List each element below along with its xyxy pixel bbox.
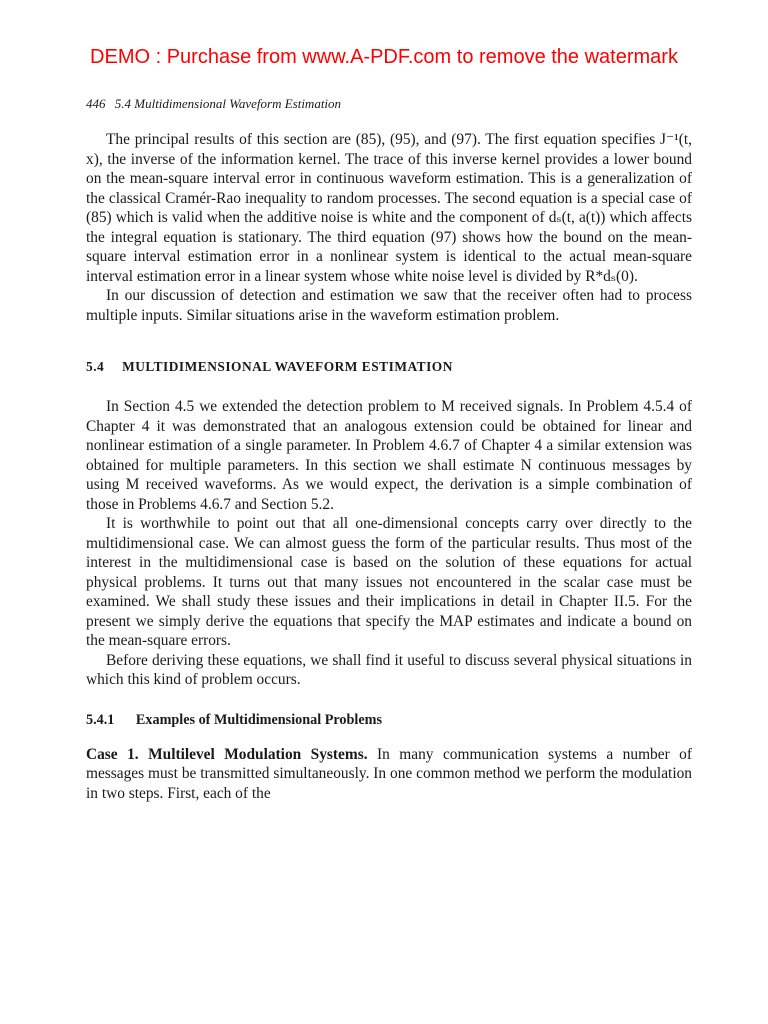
intro-paragraph: The principal results of this section are (85), (95), and (97). The first equation specifies J⁻¹(t, x), the inverse of the information kernel. The trace of this inverse kernel provides a lower bound on the mean-square interval error in continuous waveform estimation. This is a generalization of the classical Cramér-Rao inequality to random processes. The second equation is a special case of (85) which is valid when the additive noise is white and the component of dₛ(t, a(t)) which affects the integral equation is stationary. The third equation (97) shows how the bound on the mean-square interval estimation error in a nonlinear system is identical to the actual mean-square interval estimation error in a linear system whose white noise level is divided by R*dₛ(0).: [86, 131, 692, 285]
body-paragraph: It is worthwhile to point out that all one-dimensional concepts carry over directly to the multidimensional case. We can almost guess the form of the particular results. Thus most of the interest in the multidimensional case is based on the solution of these equations for actual physical problems. It turns out that many issues not encountered in the scalar case must be examined. We shall study these issues and their implications in detail in Chapter II.5. For the present we simply derive the equations that specify the MAP estimates and indicate a bound on the mean-square errors.: [86, 515, 692, 649]
section-title: MULTIDIMENSIONAL WAVEFORM ESTIMATION: [122, 359, 453, 374]
subsection-number: 5.4.1: [86, 711, 115, 728]
running-head-title: 5.4 Multidimensional Waveform Estimation: [114, 96, 342, 111]
subsection-heading: [86, 712, 692, 729]
case-title: Case 1. Multilevel Modulation Systems.: [86, 745, 368, 763]
section-number: 5.4: [86, 359, 105, 374]
running-head: [86, 96, 692, 112]
document-page: [86, 96, 692, 803]
case-paragraph: [86, 745, 692, 804]
watermark-banner: DEMO : Purchase from www.A-PDF.com to remove the watermark: [90, 46, 678, 68]
section-body: [86, 397, 692, 690]
page-number: 446: [86, 96, 106, 111]
subsection-title: Examples of Multidimensional Problems: [135, 711, 382, 728]
body-paragraph: In Section 4.5 we extended the detection problem to M received signals. In Problem 4.5.4 of Chapter 4 it was demonstrated that an analogous extension could be obtained for linear and nonlinear estimation of a single parameter. In Problem 4.6.7 of Chapter 4 a similar extension was obtained for multiple parameters. In this section we shall estimate N continuous messages by using M received waveforms. As we would expect, the derivation is a simple combination of those in Problems 4.6.7 and Section 5.2.: [86, 398, 692, 513]
case-text: In many communication systems a number of messages must be transmitted simultaneously. In one common method we perform the modulation in two steps. First, each of the: [86, 745, 692, 802]
intro-paragraph: In our discussion of detection and estimation we saw that the receiver often had to process multiple inputs. Similar situations arise in the waveform estimation problem.: [86, 287, 692, 324]
section-heading: [86, 359, 692, 375]
intro-block: [86, 130, 692, 325]
body-paragraph: Before deriving these equations, we shall find it useful to discuss several physical situations in which this kind of problem occurs.: [86, 651, 692, 688]
